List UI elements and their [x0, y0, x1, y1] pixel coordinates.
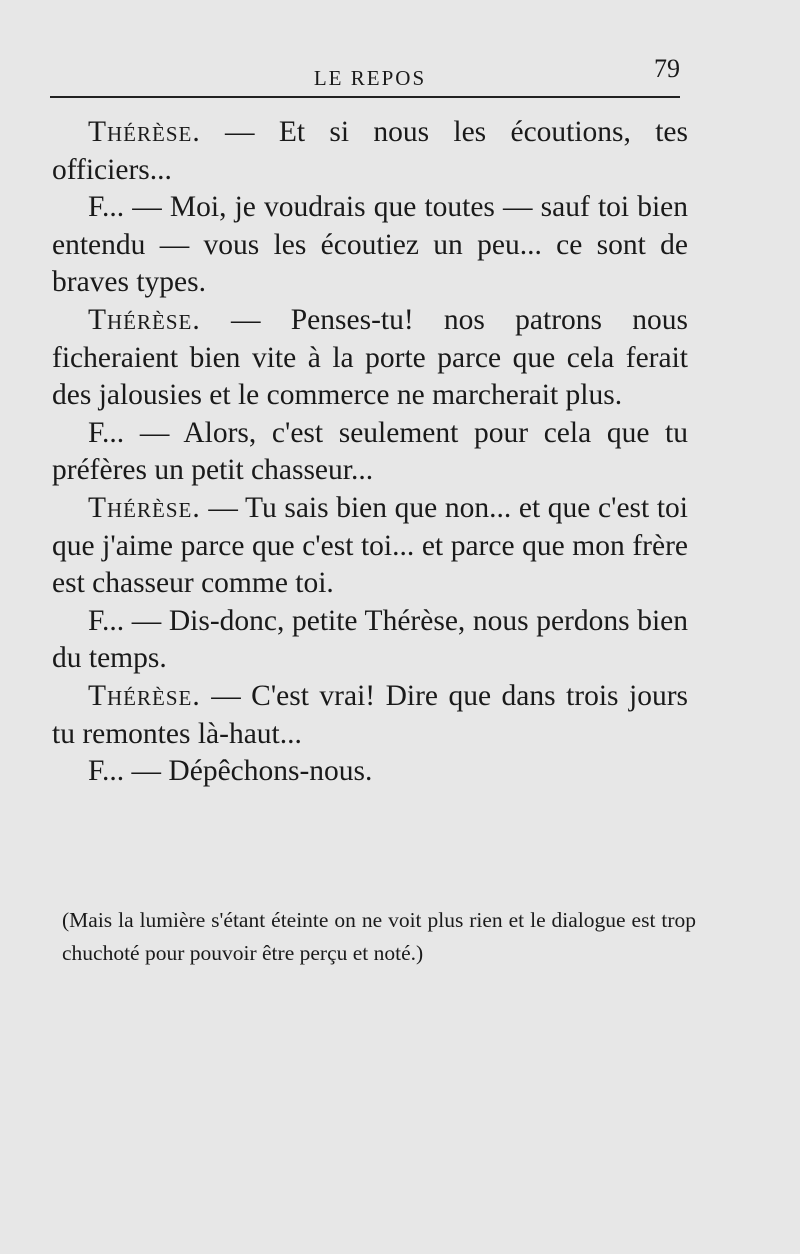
speaker-name: Thérèse.	[88, 116, 201, 148]
dialogue-line: — Tu sais bien que non... et que c'est toi que j'aime parce que c'est toi... et parce que mon frère est chasseur comme toi.	[52, 491, 688, 600]
dialogue-line: — Dépêchons-nous.	[124, 755, 373, 788]
dialogue-line: — Penses-tu! nos patrons nous ficheraient bien vite à la porte parce que cela ferait des jalousies et le commerce ne marcherait plus.	[52, 303, 688, 412]
dialogue-paragraph	[52, 114, 688, 189]
dialogue-paragraph	[52, 189, 688, 302]
speaker-name: F...	[88, 416, 125, 449]
dialogue-line: — Moi, je voudrais que toutes — sauf toi bien entendu — vous les écoutiez un peu... ce sont de braves types.	[52, 191, 688, 299]
page-number: 79	[654, 54, 680, 83]
dialogue-paragraph	[52, 415, 688, 490]
dialogue-paragraph	[52, 753, 688, 791]
speaker-name: F...	[88, 191, 125, 224]
speaker-name: F...	[88, 604, 125, 637]
page-header	[50, 50, 680, 98]
dialogue-line: — Et si nous les écoutions, tes officiers...	[52, 116, 688, 186]
dialogue-body	[52, 114, 688, 791]
dialogue-line: — Dis-donc, petite Thérèse, nous perdons bien du temps.	[52, 604, 688, 675]
stage-direction-note: (Mais la lumière s'étant éteinte on ne voit plus rien et le dialogue est trop chuchoté pour pouvoir être perçu et noté.)	[62, 908, 696, 965]
dialogue-paragraph	[52, 603, 688, 678]
dialogue-paragraph	[52, 302, 688, 415]
dialogue-line: — Alors, c'est seulement pour cela que tu préfères un petit chasseur...	[52, 416, 688, 487]
speaker-name: Thérèse.	[88, 679, 201, 712]
speaker-name: F...	[88, 755, 125, 788]
dialogue-paragraph	[52, 490, 688, 603]
running-head: LE REPOS	[313, 66, 427, 90]
speaker-name: Thérèse.	[88, 491, 201, 524]
dialogue-line: — C'est vrai! Dire que dans trois jours tu remontes là-haut...	[52, 679, 688, 750]
dialogue-paragraph	[52, 678, 688, 753]
speaker-name: Thérèse.	[88, 303, 201, 336]
